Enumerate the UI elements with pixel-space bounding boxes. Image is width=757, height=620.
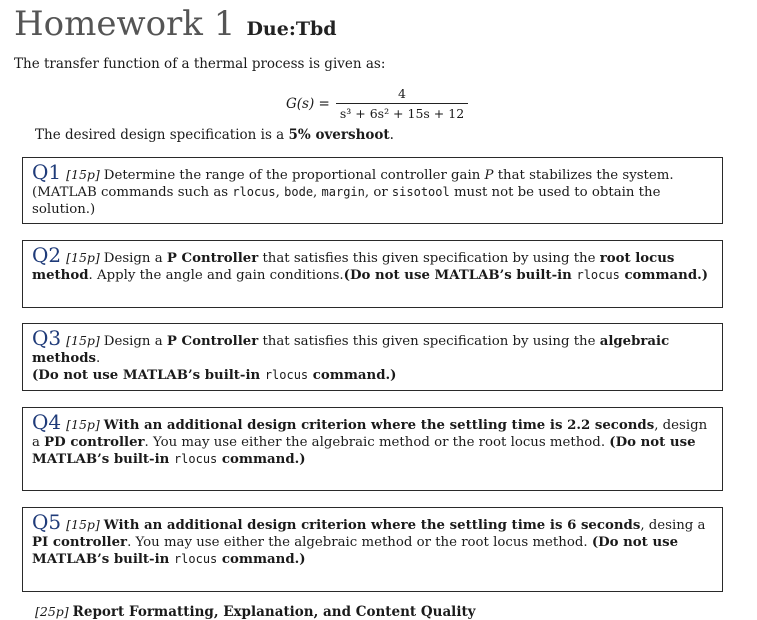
matlab-command: margin <box>321 185 365 199</box>
equation-numerator: 4 <box>398 86 406 101</box>
separator: , <box>313 185 322 200</box>
footer-points: [25p] <box>35 604 69 619</box>
question-bold: command.) <box>619 268 709 283</box>
question-text: that satisfies this given specification by using the <box>258 251 600 266</box>
spec-overshoot: 5% overshoot <box>288 127 390 143</box>
question-box-q2 <box>22 240 723 308</box>
question-text: Design a <box>103 334 167 349</box>
question-text: Determine the range of the proportional controller gain <box>103 168 485 183</box>
due-date: Due:Tbd <box>246 18 337 40</box>
question-points: [15p] <box>66 333 100 348</box>
question-bold: algebraic methods <box>32 334 670 366</box>
question-points: [15p] <box>66 167 100 182</box>
question-text: Design a <box>103 251 167 266</box>
gain-variable: P <box>484 168 494 183</box>
question-points: [15p] <box>66 417 100 432</box>
homework-title: Homework 1 <box>14 4 236 44</box>
question-text: , desing a <box>640 518 706 533</box>
question-points: [15p] <box>66 517 100 532</box>
question-bold: command.) <box>308 368 397 383</box>
question-text: that stabilizes the system. (MATLAB commands such as <box>32 168 674 200</box>
spec-prefix: The desired design specification is a <box>35 127 289 143</box>
separator: , <box>275 185 285 200</box>
separator: , or <box>364 185 392 200</box>
question-text: . You may use either the algebraic method or the root locus method. <box>144 435 610 450</box>
question-label: Q4 <box>32 410 62 434</box>
page-title <box>14 4 337 44</box>
question-bold: (Do not use MATLAB’s built-in <box>32 535 679 567</box>
question-text: . You may use either the algebraic method or the root locus method. <box>127 535 592 550</box>
matlab-command: rlocus <box>232 185 276 199</box>
question-text: must not be used to obtain the solution.) <box>32 185 661 217</box>
question-bold: command.) <box>217 452 306 467</box>
matlab-command: rlocus <box>173 552 218 566</box>
transfer-function-equation <box>286 86 468 121</box>
question-bold: PD controller <box>44 435 145 450</box>
question-bold: PI controller <box>32 535 128 550</box>
question-bold: root locus method <box>32 251 675 283</box>
question-text: . Apply the angle and gain conditions. <box>88 268 344 283</box>
spec-suffix: . <box>389 127 394 143</box>
question-label: Q3 <box>32 326 62 350</box>
equation-denominator: s³ + 6s² + 15s + 12 <box>339 106 465 121</box>
question-label: Q1 <box>32 160 62 184</box>
question-bold: (Do not use MATLAB’s built-in <box>32 368 265 383</box>
question-bold: P Controller <box>166 251 259 266</box>
question-bold: With an additional design criterion where the settling time is 6 seconds <box>103 518 641 533</box>
question-box-q4 <box>22 407 723 491</box>
question-bold: P Controller <box>166 334 259 349</box>
report-quality-item <box>35 604 476 620</box>
equation-lhs: G(s) = <box>286 95 330 112</box>
equation-fraction <box>336 86 468 121</box>
question-bold: With an additional design criterion where the settling time is 2.2 seconds <box>103 418 655 433</box>
question-bold: command.) <box>217 552 306 567</box>
matlab-command: rlocus <box>173 452 218 466</box>
question-label: Q2 <box>32 243 62 267</box>
matlab-command: rlocus <box>264 368 309 382</box>
intro-text: The transfer function of a thermal process is given as: <box>14 56 386 72</box>
matlab-command: rlocus <box>576 268 620 282</box>
matlab-command: bode <box>284 185 314 199</box>
question-text: . <box>96 351 101 366</box>
question-bold: (Do not use MATLAB’s built-in <box>32 435 696 467</box>
question-label: Q5 <box>32 510 62 534</box>
question-box-q1 <box>22 157 723 224</box>
question-text: that satisfies this given specification by using the <box>258 334 600 349</box>
matlab-command: sisotool <box>391 185 450 199</box>
design-spec <box>35 127 394 143</box>
footer-text: Report Formatting, Explanation, and Content Quality <box>72 604 476 620</box>
question-box-q3 <box>22 323 723 391</box>
question-bold: (Do not use MATLAB’s built-in <box>343 268 577 283</box>
question-text: , design a <box>32 418 708 450</box>
question-points: [15p] <box>66 250 100 265</box>
question-box-q5 <box>22 507 723 592</box>
